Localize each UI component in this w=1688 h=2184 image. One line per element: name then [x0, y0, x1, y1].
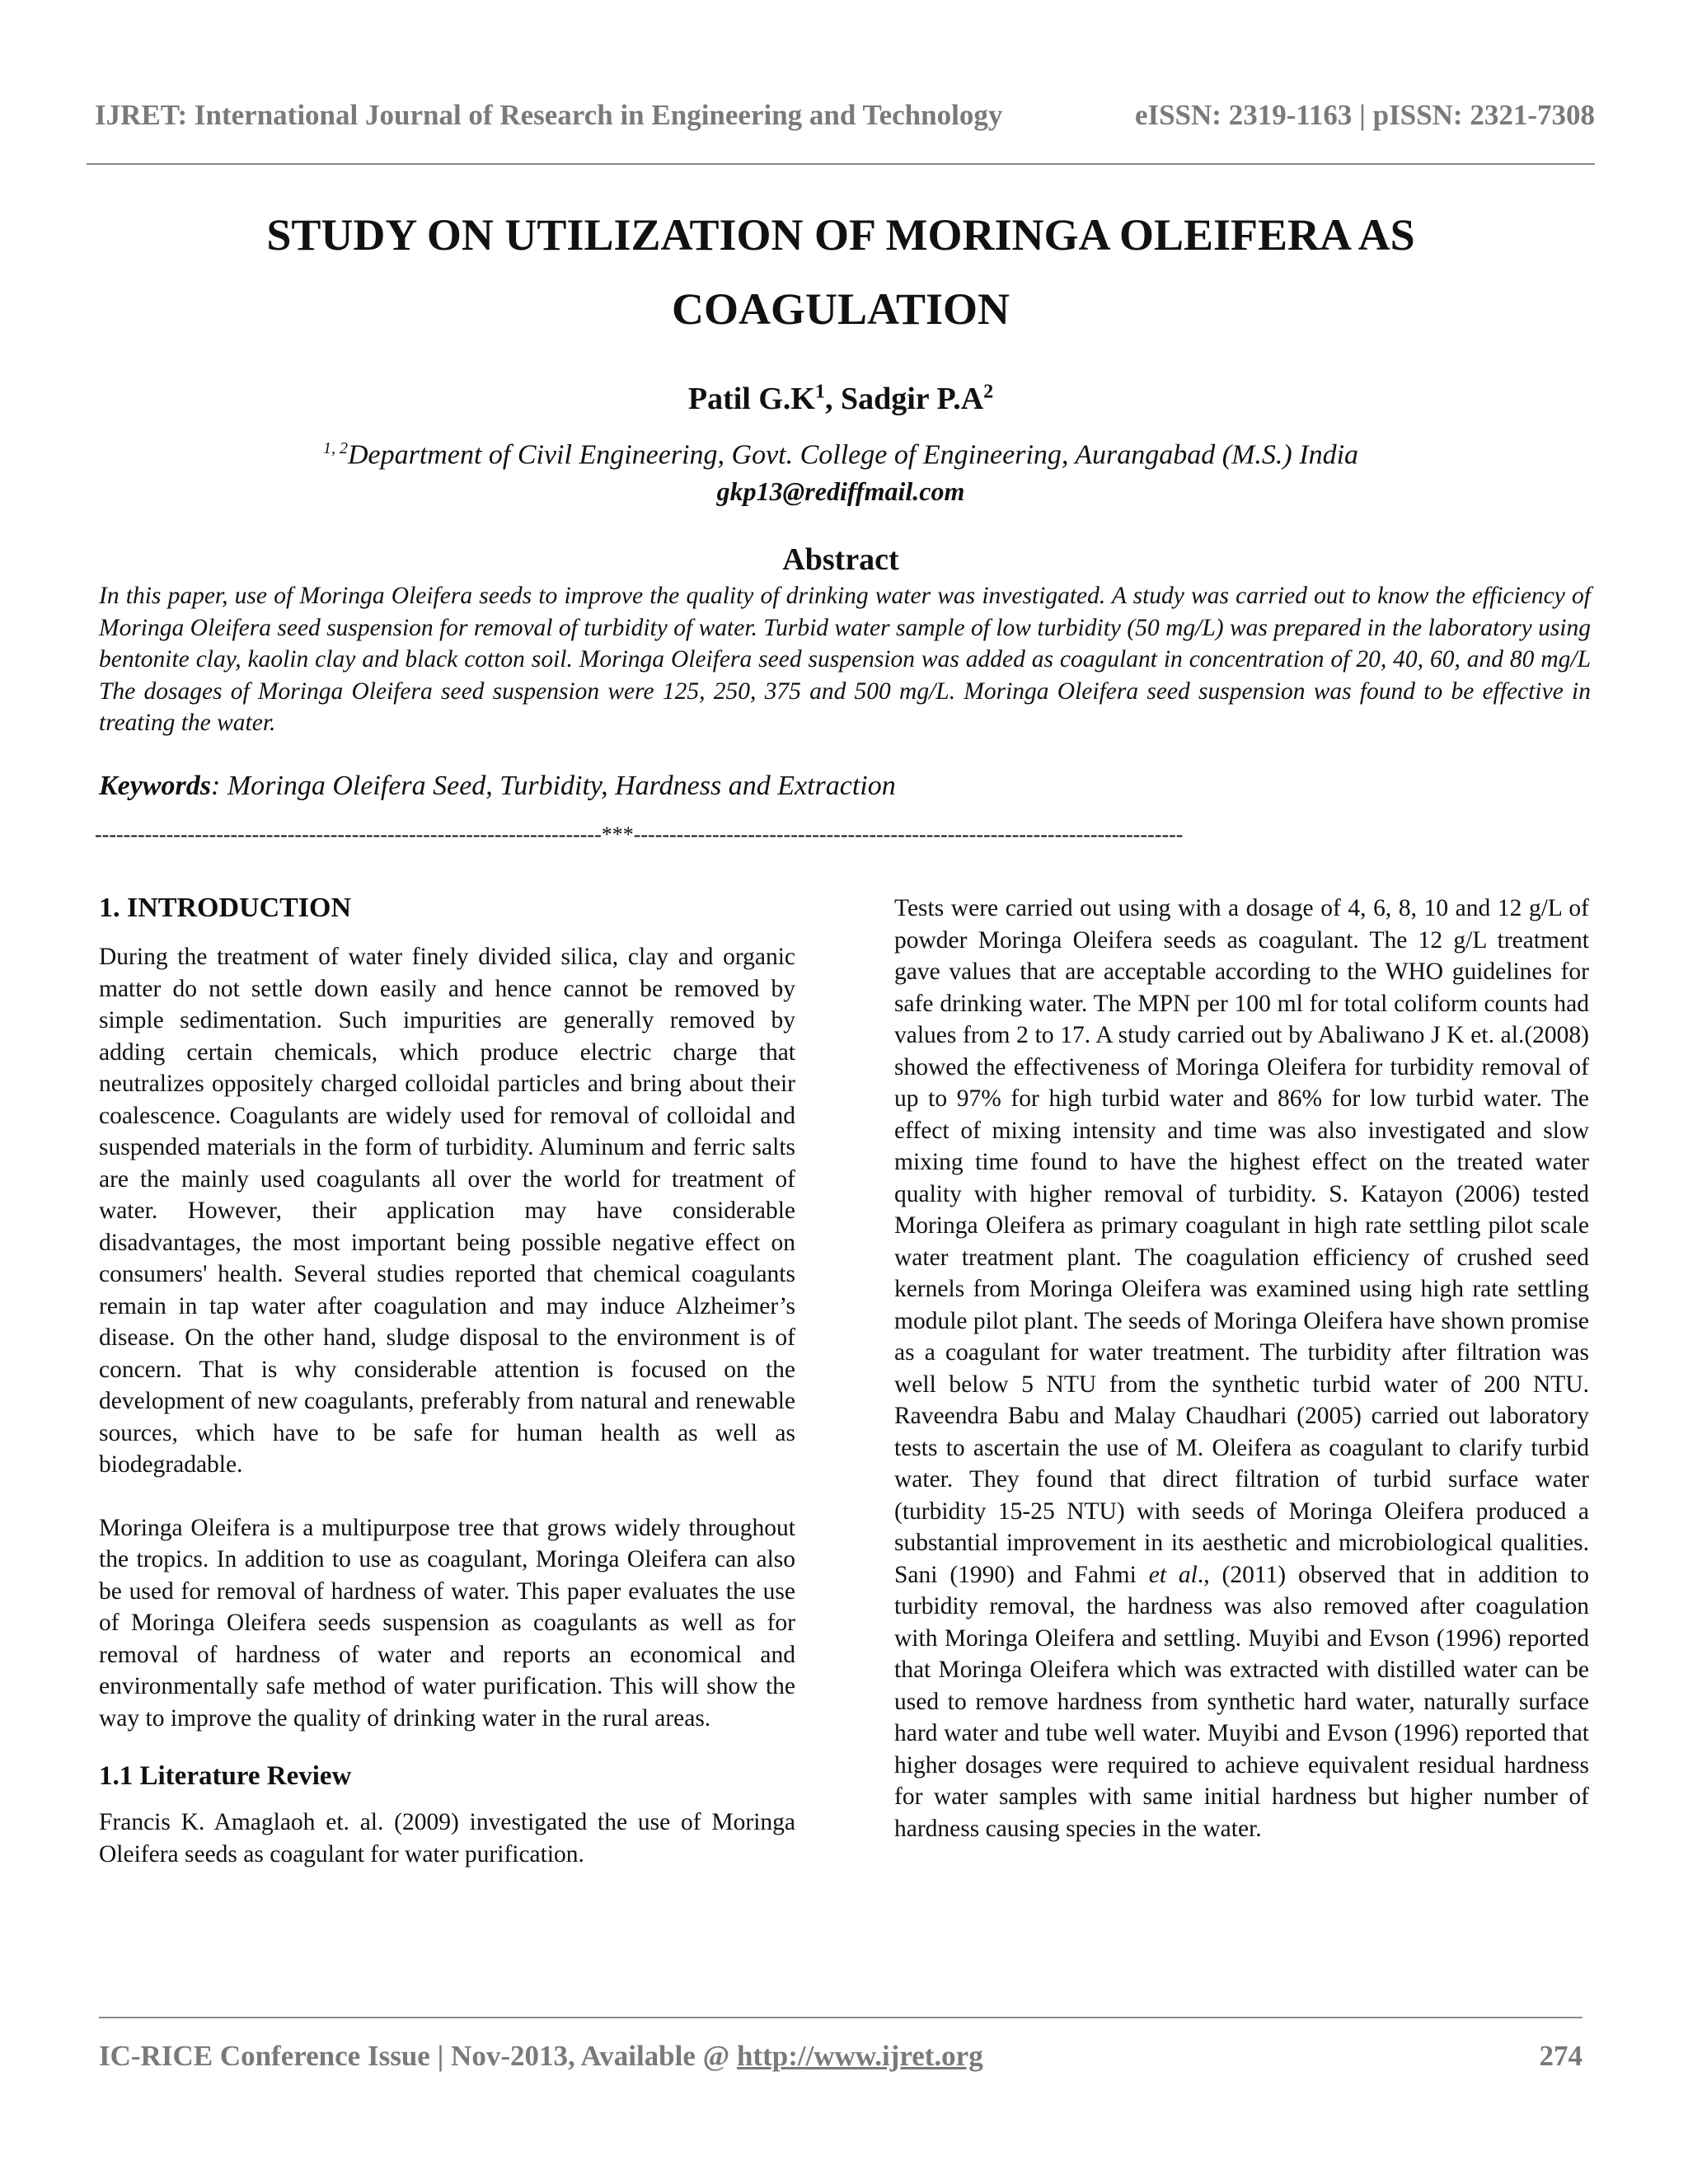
title-line-1: STUDY ON UTILIZATION OF MORINGA OLEIFERA AS	[266, 210, 1415, 260]
right-column	[894, 893, 1589, 1844]
keywords-text: : Moringa Oleifera Seed, Turbidity, Hardness and Extraction	[211, 771, 896, 801]
footer-conference	[99, 2040, 983, 2073]
abstract-body: In this paper, use of Moringa Oleifera seeds to improve the quality of drinking water was investigated. A study was carried out to know the efficiency of Moringa Oleifera seed suspension for removal of turbidity of water. Turbid water sample of low turbidity (50 mg/L) was prepared in the laboratory using bentonite clay, kaolin clay and black cotton soil. Moringa Oleifera seed suspension was added as coagulant in concentration of 20, 40, 60, and 80 mg/L The dosages of Moringa Oleifera seed suspension were 125, 250, 375 and 500 mg/L. Moringa Oleifera seed suspension was found to be effective in treating the water.	[99, 583, 1591, 736]
author-list	[87, 381, 1595, 417]
author-1-sup: 1	[814, 381, 825, 403]
left-column	[99, 890, 795, 1870]
section-heading-introduction: 1. INTRODUCTION	[99, 893, 352, 923]
author-separator: ,	[824, 382, 841, 416]
author-email[interactable]: gkp13@rediffmail.com	[716, 476, 965, 506]
subsection-heading-literature-review: 1.1 Literature Review	[99, 1761, 352, 1791]
paragraph-gap	[99, 1481, 795, 1512]
literature-text-a: Tests were carried out using with a dosage of 4, 6, 8, 10 and 12 g/L of powder Moringa Oleifera seeds as coagulant. The 12 g/L treatment gave values that are acceptable according to the WHO guidelines for safe drinking water. The MPN per 100 ml for total coliform counts had values from 2 to 17. A study carried out by Abaliwano J K et. al.(2008) showed the effectiveness of Moringa Oleifera for turbidity removal of up to 97% for high turbid water and 86% for low turbid water. The effect of mixing intensity and time was also investigated and slow mixing time found to have the highest effect on the treated water quality with higher removal of turbidity. S. Katayon (2006) tested Moringa Oleifera as primary coagulant in high rate settling pilot scale water treatment plant. The coagulation efficiency of crushed seed kernels from Moringa Oleifera was examined using high rate settling module pilot plant. The seeds of Moringa Oleifera have shown promise as a coagulant for water treatment. The turbidity after filtration was well below 5 NTU from the synthetic turbid water of 200 NTU. Raveendra Babu and Malay Chaudhari (2005) carried out laboratory tests to ascertain the use of M. Oleifera as coagulant to clarify turbid water. They found that direct filtration of turbid surface water (turbidity 15-25 NTU) with seeds of Moringa Oleifera produced a substantial improvement in its aesthetic and microbiological qualities. Sani (1990) and Fahmi	[894, 895, 1589, 1588]
abstract-heading: Abstract	[782, 542, 899, 577]
running-header	[87, 99, 1595, 135]
affiliation-text: Department of Civil Engineering, Govt. College of Engineering, Aurangabad (M.S.) India	[347, 439, 1359, 471]
footer-link[interactable]: http://www.ijret.org	[736, 2040, 983, 2072]
keywords	[99, 771, 896, 802]
footer-conference-text: IC-RICE Conference Issue | Nov-2013, Available @	[99, 2040, 737, 2072]
literature-paragraph-1: Francis K. Amaglaoh et. al. (2009) investigated the use of Moringa Oleifera seeds as coagulant for water purification.	[99, 1809, 795, 1868]
literature-text-b: ., (2011) observed that in addition to turbidity removal, the hardness was also removed after coagulation with Moringa Oleifera and settling. Muyibi and Evson (1996) reported that Moringa Oleifera which was extracted with distilled water can be used to remove hardness from synthetic hard water, naturally surface hard water and tube well water. Muyibi and Evson (1996) reported that higher dosages were required to achieve equivalent residual hardness for water samples with same initial hardness but higher number of hardness causing species in the water.	[894, 1561, 1589, 1842]
author-1: Patil G.K	[687, 382, 815, 416]
section-divider: -----------------------------------------------------------------------***-----------------------------------------------------------------------------	[95, 823, 1184, 846]
affiliation	[87, 439, 1595, 471]
paper-title	[87, 198, 1595, 346]
page-footer	[99, 2040, 1582, 2076]
issn-info: eISSN: 2319-1163 | pISSN: 2321-7308	[1134, 99, 1595, 131]
author-2-sup: 2	[983, 381, 994, 403]
keywords-label: Keywords	[99, 771, 211, 801]
journal-name: IJRET: International Journal of Research in Engineering and Technology	[95, 99, 1003, 131]
footer-rule	[99, 2017, 1582, 2018]
title-line-2: COAGULATION	[671, 284, 1010, 334]
page-number: 274	[1539, 2040, 1582, 2072]
affiliation-sup: 1, 2	[322, 439, 348, 457]
literature-paragraph-2	[894, 893, 1589, 1844]
et-al-italic: et al	[1148, 1561, 1198, 1588]
author-2: Sadgir P.A	[840, 382, 984, 416]
intro-paragraph-2: Moringa Oleifera is a multipurpose tree that grows widely throughout the tropics. In addition to use as coagulant, Moringa Oleifera can also be used for removal of hardness of water. This paper evaluates the use of Moringa Oleifera seeds suspension as coagulants as well as for removal of hardness of water and reports an economical and environmentally safe method of water purification. This will show the way to improve the quality of drinking water in the rural areas.	[99, 1514, 795, 1732]
intro-paragraph-1: During the treatment of water finely divided silica, clay and organic matter do not settle down easily and hence cannot be removed by simple sedimentation. Such impurities are generally removed by adding certain chemicals, which produce electric charge that neutralizes oppositely charged colloidal particles and bring about their coalescence. Coagulants are widely used for removal of colloidal and suspended materials in the form of turbidity. Aluminum and ferric salts are the mainly used coagulants all over the world for treatment of water. However, their application may have considerable disadvantages, the most important being possible negative effect on consumers' health. Several studies reported that chemical coagulants remain in tap water after coagulation and may induce Alzheimer’s disease. On the other hand, sludge disposal to the environment is of concern. That is why considerable attention is focused on the development of new coagulants, preferably from natural and renewable sources, which have to be safe for human health as well as biodegradable.	[99, 944, 795, 1478]
header-rule	[87, 163, 1595, 165]
